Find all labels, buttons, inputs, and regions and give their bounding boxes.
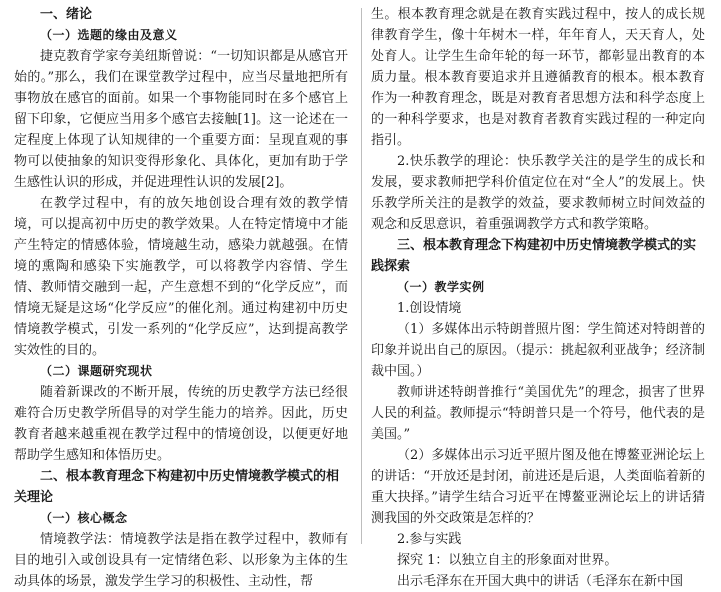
paragraph-research-status: 随着新课改的不断开展，传统的历史教学方法已经很难符合历史教学所倡导的对学生能力的培养。因此，历史教育者越来越重视在教学过程中的情境创设，以便更好地帮助学生感知和体悟历史。 [14,385,348,463]
subsection-heading-research-status: （二）课题研究现状 [40,364,153,378]
subsection-heading-teaching-example: （一）教学实例 [397,280,485,294]
section-heading-practice-exploration: 三、根本教育理念下构建初中历史情境教学模式的实践探索 [371,238,697,274]
section-heading-introduction: 一、绪论 [40,7,93,22]
section-heading-related-theory: 二、根本教育理念下构建初中历史情境教学模式的相关理论 [14,469,340,505]
left-column [14,4,348,592]
step-heading-create-situation: 1.创设情境 [397,301,462,316]
paragraph-america-first: 教师讲述特朗普推行“美国优先”的理念，损害了世界人民的利益。教师提示“特朗普只是一个符号，他代表的是美国。” [371,385,705,442]
paragraph-comenius-quote: 捷克教育学家夸美纽斯曾说：“一切知识都是从感官开始的。”那么，我们在课堂教学过程中，应当尽量地把所有事物放在感官的面前。如果一个事物能同时在多个感官上留下印象，它便应当用多个感官去接触[1]。这一论述在一定程度上体现了认知规律的一个重要方面：呈现直观的事物可以使抽象的知识变得形象化、具体化，更加有助于学生感性认识的形成，并促进理性认识的发展[2]。 [14,49,348,190]
paragraph-situational-teaching-definition: 情境教学法：情境教学法是指在教学过程中，教师有目的地引入或创设具有一定情绪色彩、以形象为主体的生动具体的场景，激发学生学习的积极性、主动性，帮 [14,532,348,589]
paragraph-teaching-situation: 在教学过程中，有的放矢地创设合理有效的教学情境，可以提高初中历史的教学效果。人在特定情境中才能产生特定的情感体验，情境越生动，感染力就越强。在情境的熏陶和感染下实施教学，可以将教学内容情、学生情、教师情交融到一起，产生意想不到的“化学反应”，而情境无疑是这场“化学反应”的催化剂。通过构建初中历史情境教学模式，引发一系列的“化学反应”，达到提高教学实效性的目的。 [14,196,348,358]
paragraph-trump-photo: （1）多媒体出示特朗普照片图：学生简述对特朗普的印象并说出自己的原因。（提示：挑起叙利亚战争；经济制裁中国。） [371,322,705,379]
column-divider [361,8,362,544]
subsection-heading-origin: （一）选题的缘由及意义 [40,28,178,42]
right-column [371,4,705,592]
paragraph-boao-forum: （2）多媒体出示习近平照片图及他在博鳌亚洲论坛上的讲话：“开放还是封闭，前进还是后退，人类面临着新的重大抉择。”请学生结合习近平在博鳌亚洲论坛上的讲话猜测我国的外交政策是怎样的？ [371,448,705,526]
subsection-heading-core-concepts: （一）核心概念 [40,511,128,525]
paragraph-explore-independence: 探究 1：以独立自主的形象面对世界。 [397,553,618,568]
step-heading-participate: 2.参与实践 [397,532,462,547]
paragraph-founding-ceremony: 出示毛泽东在开国大典中的讲话（毛泽东在新中国 [397,574,684,589]
paragraph-happy-teaching-theory: 2.快乐教学的理论：快乐教学关注的是学生的成长和发展，要求教师把学科价值定位在对“全人”的发展上。快乐教学所关注的是教学的效益，要求教师树立时间效益的观念和反思意识，着重强调教学方式和教学策略。 [371,154,705,232]
paragraph-fundamental-education-concept: 生。根本教育理念就是在教育实践过程中，按人的成长规律教育学生，像十年树木一样，年年育人，天天育人，处处育人。让学生生命年轮的每一环节，都彰显出教育的本质力量。根本教育要追求并且遵循教育的根本。根本教育作为一种教育理念，既是对教育者思想方法和科学态度上的一种科学要求，也是对教育者教育实践过程的一种定向指引。 [371,7,705,148]
